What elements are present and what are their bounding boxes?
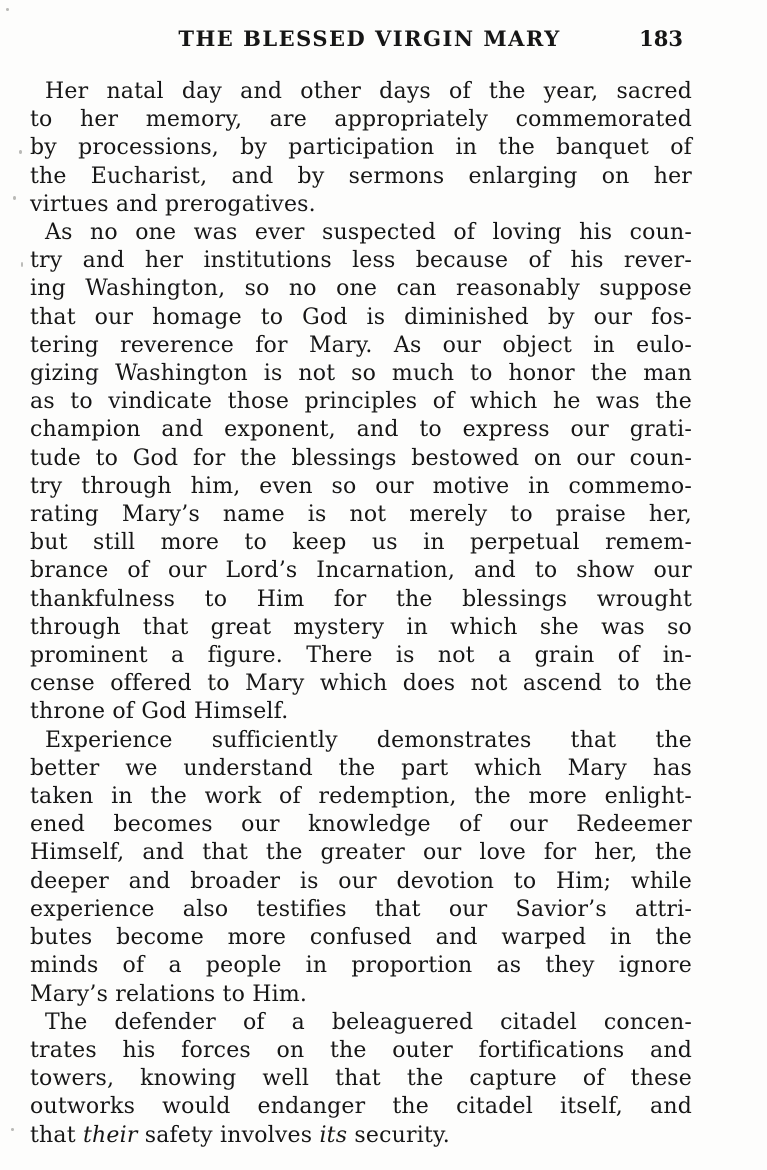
running-head-title: THE BLESSED VIRGIN MARY <box>178 26 561 51</box>
text-line: champion and exponent, and to express our grati- <box>30 417 692 443</box>
text-line: towers, knowing well that the capture of these <box>30 1066 692 1092</box>
text-line: ened becomes our knowledge of our Redeemer <box>30 812 692 838</box>
scan-speck <box>13 196 16 200</box>
text-line: Her natal day and other days of the year, sacred <box>45 79 692 104</box>
text-line: deeper and broader is our devotion to Him; while <box>30 868 692 894</box>
text-line: try and her institutions less because of his rever- <box>30 248 692 274</box>
text-line: taken in the work of redemption, the more enlight- <box>30 784 692 810</box>
italic-text: its <box>319 1122 348 1148</box>
text-line: that their safety involves its security. <box>30 1122 450 1148</box>
text-line: Mary’s relations to Him. <box>30 981 308 1007</box>
text-line: by processions, by participation in the banquet of <box>30 135 692 161</box>
text-line: try through him, even so our motive in commemo- <box>30 473 692 499</box>
text-line: rating Mary’s name is not merely to praise her, <box>30 502 692 528</box>
text-line: as to vindicate those principles of which he was the <box>30 389 692 415</box>
text-block <box>30 78 692 1150</box>
italic-text: their <box>82 1122 138 1148</box>
text-line: The defender of a beleaguered citadel concen- <box>45 1009 692 1035</box>
scan-speck <box>19 150 22 154</box>
text-line: virtues and prerogatives. <box>30 191 316 217</box>
text-line: to her memory, are appropriately commemorated <box>30 107 692 133</box>
text-line: experience also testifies that our Savior’s attri- <box>30 896 692 922</box>
page-number: 183 <box>639 26 683 51</box>
text-line: outworks would endanger the citadel itself, and <box>30 1094 692 1120</box>
text-line: gizing Washington is not so much to honor the man <box>30 361 692 387</box>
text-line: brance of our Lord’s Incarnation, and to show our <box>30 558 692 584</box>
text-line: Experience sufficiently demonstrates that the <box>45 727 692 753</box>
text-line: prominent a figure. There is not a grain of in- <box>30 643 692 669</box>
text-line: Himself, and that the greater our love for her, the <box>30 840 692 866</box>
text-line: thankfulness to Him for the blessings wrought <box>30 586 692 612</box>
text-line: cense offered to Mary which does not ascend to the <box>30 671 692 697</box>
scan-speck <box>21 262 23 267</box>
scan-speck <box>11 1128 14 1131</box>
text-line: tude to God for the blessings bestowed on our coun- <box>30 445 692 471</box>
text-line: butes become more confused and warped in the <box>30 925 692 951</box>
text-line: As no one was ever suspected of loving his coun- <box>45 220 692 246</box>
text-line: but still more to keep us in perpetual remem- <box>30 530 692 556</box>
text-line: tering reverence for Mary. As our object in eulo- <box>30 332 692 358</box>
scan-speck <box>6 8 9 11</box>
text-line: the Eucharist, and by sermons enlarging on her <box>30 163 692 189</box>
text-line: better we understand the part which Mary has <box>30 755 692 781</box>
text-line: trates his forces on the outer fortifications and <box>30 1037 692 1063</box>
text-line: ing Washington, so no one can reasonably suppose <box>30 276 692 302</box>
text-line: minds of a people in proportion as they ignore <box>30 953 692 979</box>
text-line: through that great mystery in which she was so <box>30 614 692 640</box>
text-line: throne of God Himself. <box>30 699 289 725</box>
text-line: that our homage to God is diminished by our fos- <box>30 304 692 330</box>
page-header <box>0 26 767 56</box>
